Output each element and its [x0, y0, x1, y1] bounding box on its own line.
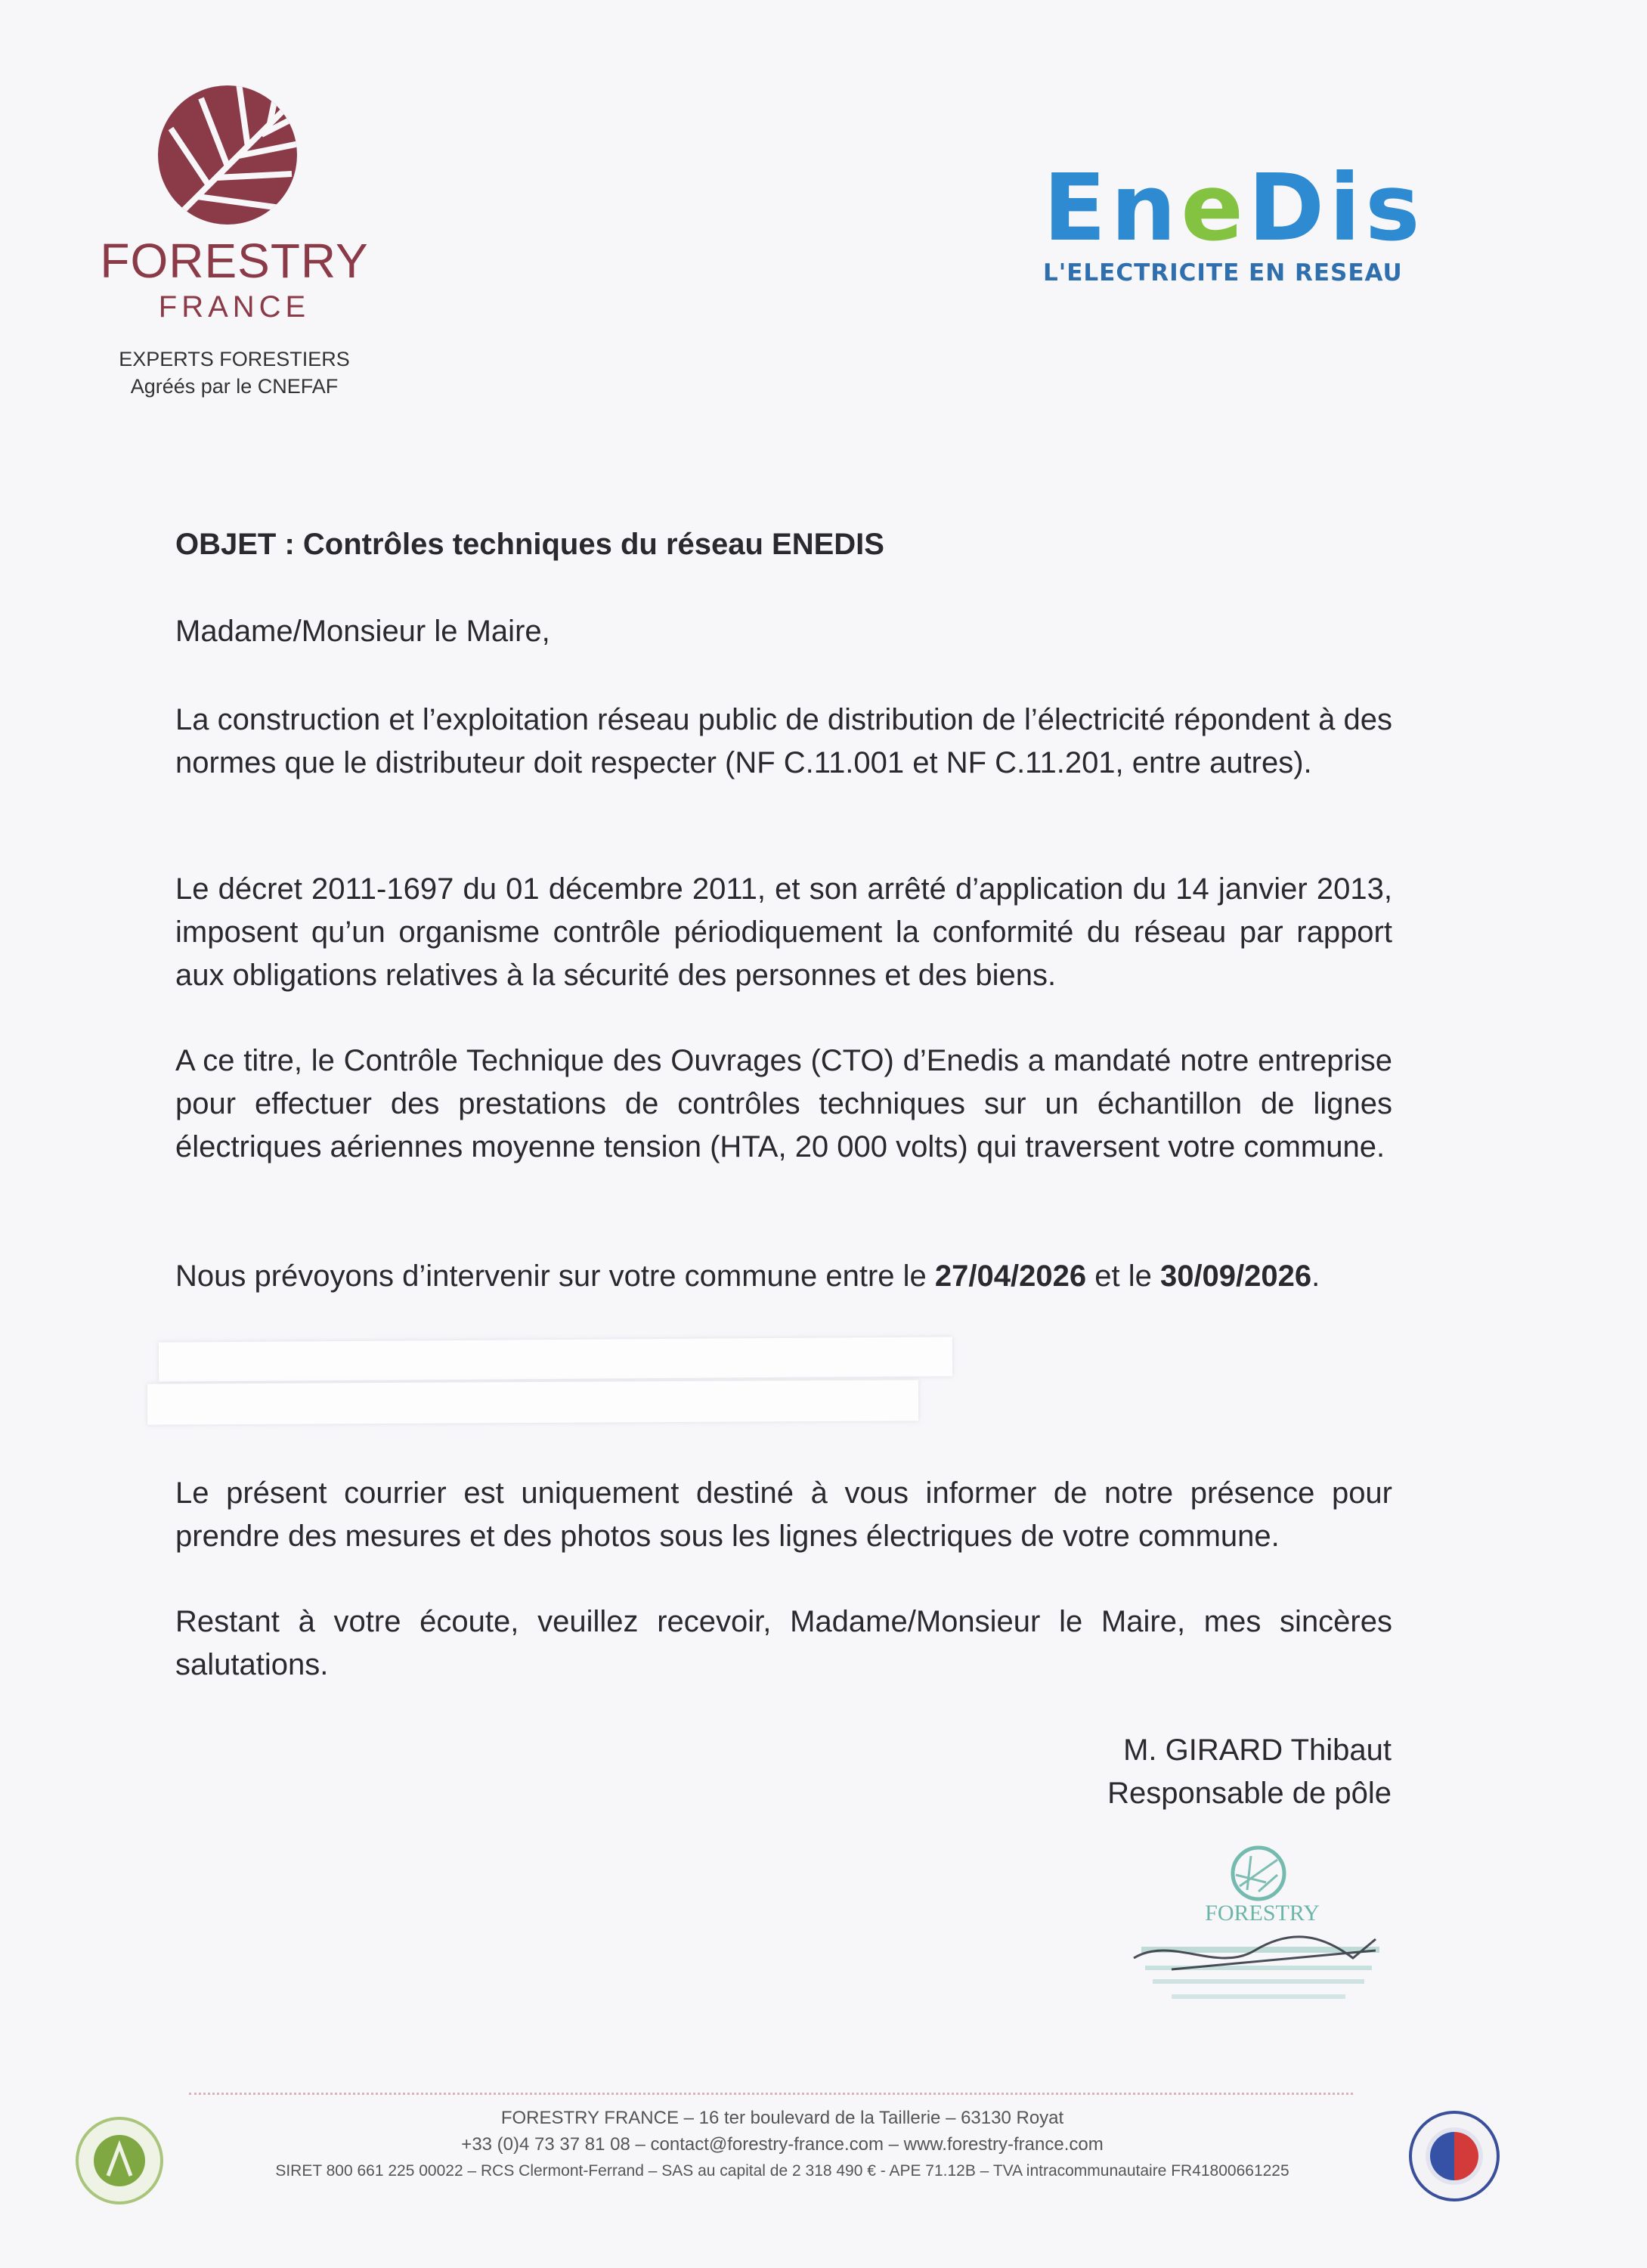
forestry-country: FRANCE	[158, 290, 311, 324]
letter-salutation: Madame/Monsieur le Maire,	[175, 615, 550, 648]
signer-role: Responsable de pôle	[1107, 1777, 1392, 1810]
footer-divider	[189, 2093, 1353, 2095]
dates-prefix: Nous prévoyons d’intervenir sur votre commune entre le	[175, 1259, 935, 1293]
enedis-wordmark	[1043, 154, 1436, 262]
handwritten-signature	[1134, 1937, 1376, 1969]
forestry-name: FORESTRY	[100, 234, 369, 288]
enedis-logo	[1043, 154, 1436, 287]
footer-legal: SIRET 800 661 225 00022 – RCS Clermont-Ferrand – SAS au capital de 2 318 490 € - APE 71.12B – TVA intracommunautaire FR41800661225	[275, 2162, 1289, 2180]
company-stamp	[1126, 1845, 1398, 2019]
paragraph-purpose: Le présent courrier est uniquement destiné à vous informer de notre présence pour prendre des mesures et des photos sous les lignes électriques de votre commune.	[175, 1476, 1392, 1553]
redaction-strip	[147, 1380, 918, 1424]
label-seal-icon	[1407, 2109, 1502, 2208]
forestry-experts-line: EXPERTS FORESTIERS	[119, 348, 350, 370]
paragraph-norms: La construction et l’exploitation réseau public de distribution de l’électricité répondent à des normes que le distributeur doit respecter (NF C.11.001 et NF C.11.201, entre autres).	[175, 703, 1392, 779]
enedis-tagline: L'ELECTRICITE EN RESEAU	[1043, 259, 1403, 287]
forestry-accreditation-line: Agréés par le CNEFAF	[130, 375, 339, 398]
enedis-word-part1: En	[1043, 154, 1181, 262]
dates-mid: et le	[1086, 1259, 1160, 1293]
paragraph-dates	[175, 1255, 1392, 1298]
paragraph-mandate: A ce titre, le Contrôle Technique des Ouvrages (CTO) d’Enedis a mandaté notre entreprise pour effectuer des prestations de contrôles techniques sur un échantillon de lignes électriques aériennes moyenne tension (HTA, 20 000 volts) qui traversent votre commune.	[175, 1044, 1392, 1163]
dates-suffix: .	[1311, 1259, 1320, 1293]
redaction-strip	[159, 1337, 952, 1381]
stamp-text: FORESTRY	[1205, 1901, 1320, 1926]
stamp-graphic	[1126, 1845, 1398, 2019]
forestry-leaf-icon	[156, 83, 299, 227]
signer-name: M. GIRARD Thibaut	[1123, 1734, 1392, 1767]
paragraph-closing: Restant à votre écoute, veuillez recevoir, Madame/Monsieur le Maire, mes sincères salutations.	[175, 1605, 1392, 1681]
letter-subject: OBJET : Contrôles techniques du réseau ENEDIS	[175, 528, 884, 561]
footer-address: FORESTRY FRANCE – 16 ter boulevard de la Taillerie – 63130 Royat	[500, 2108, 1064, 2128]
footer-contact: +33 (0)4 73 37 81 08 – contact@forestry-france.com – www.forestry-france.com	[461, 2134, 1104, 2155]
date-end: 30/09/2026	[1159, 1259, 1312, 1293]
signature-block	[1107, 1729, 1392, 1815]
forestry-logo	[91, 83, 385, 400]
date-start: 27/04/2026	[934, 1259, 1087, 1293]
enedis-word-part2: e	[1181, 154, 1248, 262]
paragraph-decree: Le décret 2011-1697 du 01 décembre 2011, et son arrêté d’application du 14 janvier 2013, imposent qu’un organisme contrôle périodiquement la conformité du réseau par rapport aux obligations relatives à la sécurité des personnes et des biens.	[175, 872, 1392, 992]
experts-seal-icon	[74, 2115, 165, 2210]
enedis-word-part3: Dis	[1247, 154, 1425, 262]
